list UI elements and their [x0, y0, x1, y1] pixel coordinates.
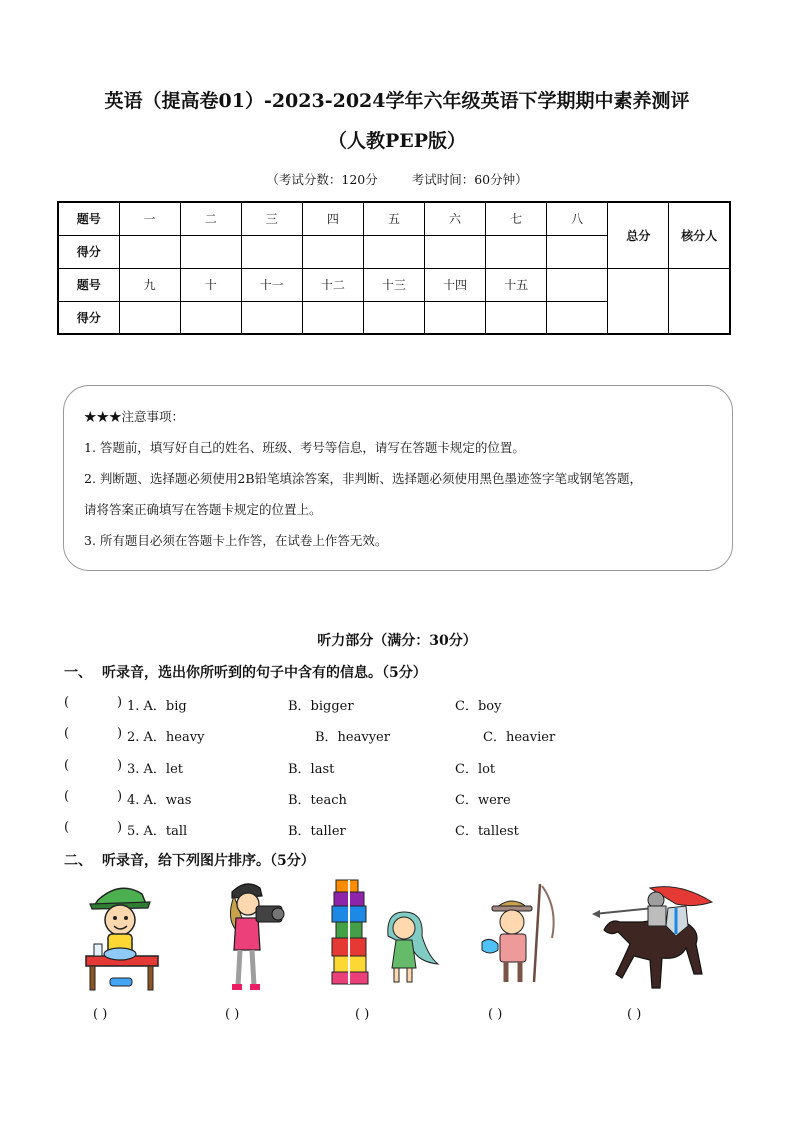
score-col: 五	[363, 202, 424, 235]
score-col: 四	[302, 202, 363, 235]
score-col: 九	[119, 268, 180, 301]
notice-item: 3. 所有题目必须在答题卡上作答，在试卷上作答无效。	[84, 533, 388, 548]
checker-cell[interactable]	[669, 268, 730, 334]
label-tihao: 题号	[58, 202, 119, 235]
notice-box	[63, 385, 733, 571]
exam-score: （考试分数：120分	[266, 172, 378, 187]
score-cell[interactable]	[180, 235, 241, 268]
picture-order-blank[interactable]: ( )	[93, 1007, 108, 1022]
notice-item: 请将答案正确填写在答题卡规定的位置上。	[84, 502, 322, 517]
score-col: 十一	[241, 268, 302, 301]
score-col: 六	[424, 202, 485, 235]
score-cell[interactable]	[363, 235, 424, 268]
score-cell[interactable]	[486, 235, 547, 268]
picture-order-blank[interactable]: ( )	[225, 1007, 240, 1022]
score-cell[interactable]	[302, 301, 363, 334]
question-row[interactable]: ( ) 3. A．let B．last C．lot	[64, 758, 496, 777]
exam-time: 考试时间：60分钟）	[411, 172, 528, 187]
score-col: 十四	[424, 268, 485, 301]
score-col: 七	[486, 202, 547, 235]
score-col: 十	[180, 268, 241, 301]
score-col: 一	[119, 202, 180, 235]
score-cell[interactable]	[424, 301, 485, 334]
total-cell[interactable]	[608, 268, 669, 334]
question-row[interactable]: ( ) 2. A．heavy B．heavyer C．heavier	[64, 726, 556, 745]
picture-order-blank[interactable]: ( )	[488, 1007, 503, 1022]
question-row[interactable]: ( ) 5. A．tall B．taller C．tallest	[64, 820, 519, 839]
checker-label: 核分人	[669, 202, 730, 268]
score-col: 十五	[486, 268, 547, 301]
score-cell[interactable]	[302, 235, 363, 268]
score-cell[interactable]	[363, 301, 424, 334]
score-col: 三	[241, 202, 302, 235]
boy-fishing-image	[478, 878, 560, 992]
question-row[interactable]: ( ) 4. A．was B．teach C．were	[64, 789, 511, 808]
notice-heading: ★★★注意事项：	[84, 409, 185, 424]
score-cell[interactable]	[241, 301, 302, 334]
total-label: 总分	[608, 202, 669, 268]
score-cell[interactable]	[180, 301, 241, 334]
score-col: 十二	[302, 268, 363, 301]
label-defen: 得分	[58, 235, 119, 268]
label-tihao: 题号	[58, 268, 119, 301]
score-cell[interactable]	[547, 235, 608, 268]
document-subtitle: （人教PEP版）	[327, 130, 467, 152]
score-cell[interactable]	[547, 301, 608, 334]
girl-gift-stack-image	[330, 878, 442, 988]
exam-meta	[0, 170, 794, 188]
question-1-heading: 一、 听录音，选出你所听到的句子中含有的信息。（5分）	[64, 665, 427, 681]
notice-item: 2. 判断题、选择题必须使用2B铅笔填涂答案，非判断、选择题必须使用黑色墨迹签字笔或钢笔答题，	[84, 471, 643, 486]
score-col: 十三	[363, 268, 424, 301]
score-cell[interactable]	[119, 235, 180, 268]
score-col: 二	[180, 202, 241, 235]
picture-order-blank[interactable]: ( )	[355, 1007, 370, 1022]
notice-item: 1. 答题前，填写好自己的姓名、班级、考号等信息，请写在答题卡规定的位置。	[84, 440, 525, 455]
score-cell[interactable]	[486, 301, 547, 334]
score-cell[interactable]	[241, 235, 302, 268]
score-cell[interactable]	[119, 301, 180, 334]
listening-section-title: 听力部分（满分：30分）	[317, 633, 477, 649]
label-defen: 得分	[58, 301, 119, 334]
score-col: 八	[547, 202, 608, 235]
score-col	[547, 268, 608, 301]
question-row[interactable]: ( ) 1. A．big B．bigger C．boy	[64, 695, 502, 714]
document-title: 英语（提高卷01）-2023-2024学年六年级英语下学期期中素养测评	[104, 90, 690, 112]
knight-on-horse-image	[590, 878, 720, 994]
question-2-heading: 二、 听录音，给下列图片排序。（5分）	[64, 853, 315, 869]
girl-photographer-image	[222, 878, 292, 996]
picture-order-blank[interactable]: ( )	[627, 1007, 642, 1022]
score-table	[57, 201, 731, 335]
boy-cooking-image	[80, 878, 162, 996]
score-cell[interactable]	[424, 235, 485, 268]
